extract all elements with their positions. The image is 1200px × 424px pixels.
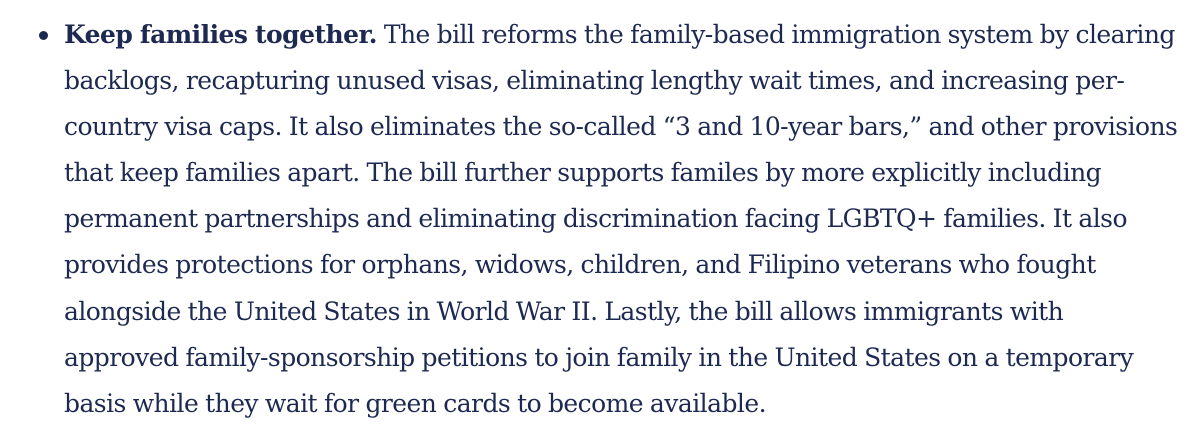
list-item-body: The bill reforms the family-based immigration system by clearing backlogs, recapturing unused visas, eliminating lengthy wait times, and increasing per-country visa caps. It also eliminates the so-called “3 and 10-year bars,” and other provisions that keep families apart. The bill further supports familes by more explicitly including permanent partnerships and eliminating discrimination facing LGBTQ+ families. It also provides protections for orphans, widows, children, and Filipino veterans who fought alongside the United States in World War II. Lastly, the bill allows immigrants with approved family-sponsorship petitions to join family in the United States on a temporary basis while they wait for green cards to become available. — [64, 20, 1178, 418]
list-item — [0, 12, 1200, 424]
bullet-list — [0, 12, 1200, 424]
bullet-icon — [39, 31, 48, 40]
list-item-heading: Keep families together. — [64, 20, 377, 49]
